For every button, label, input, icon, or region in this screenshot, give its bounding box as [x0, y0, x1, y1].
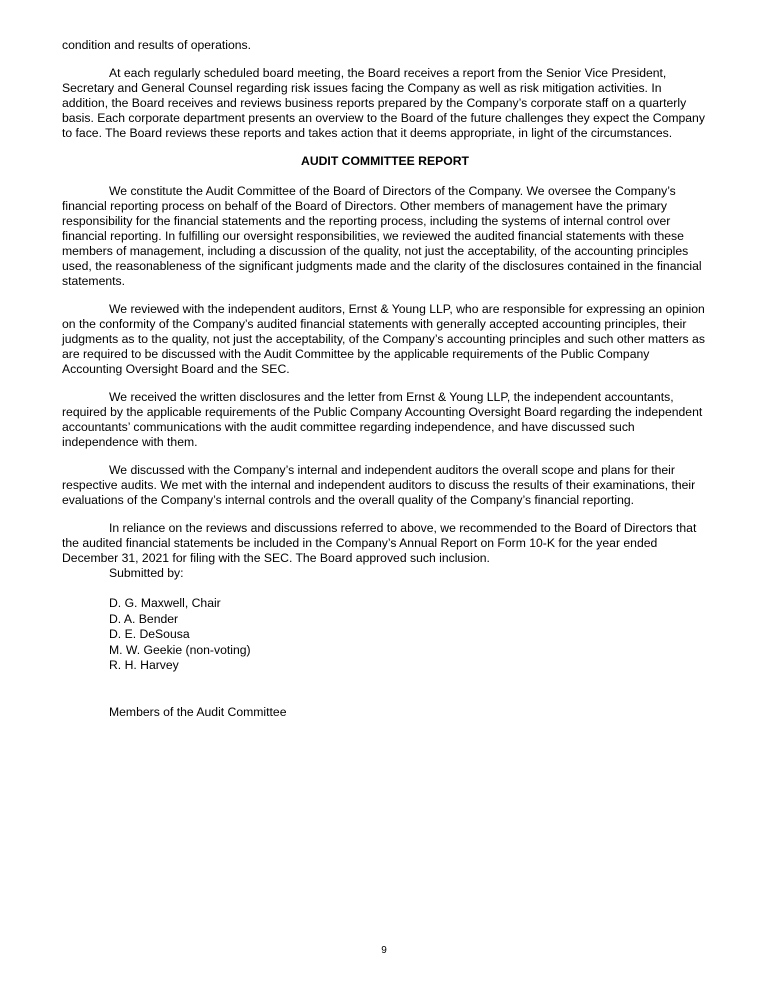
committee-member: R. H. Harvey [109, 658, 179, 672]
document-page [62, 38, 708, 720]
continuation-text: condition and results of operations. [62, 38, 252, 52]
audit-paragraph-4: We discussed with the Company’s internal and independent auditors the overall scope and plans for their respective audits. We met with the internal and independent auditors to discuss the results of their examinations, their evaluations of the Company’s internal controls and the overall quality of the Company’s financial reporting. [62, 463, 696, 507]
committee-member: D. A. Bender [109, 611, 179, 626]
audit-paragraph-5: In reliance on the reviews and discussions referred to above, we recommended to the Board of Directors that the audited financial statements be included in the Company’s Annual Report on Form 10-K for the year ended December 31, 2021 for filing with the SEC. The Board approved such inclusion. [62, 521, 697, 565]
section-heading: AUDIT COMMITTEE REPORT [301, 154, 469, 168]
committee-member: D. G. Maxwell, Chair [109, 596, 221, 610]
audit-paragraph-3: We received the written disclosures and the letter from Ernst & Young LLP, the independent accountants, required by the applicable requirements of the Public Company Accounting Oversight Board regarding the independent accountants’ communications with the audit committee regarding independence, and have discussed such independence with them. [62, 390, 703, 449]
submitted-by-label: Submitted by: [109, 566, 184, 580]
committee-member: M. W. Geekie (non-voting) [109, 642, 251, 657]
committee-members-list [62, 596, 708, 674]
board-report-paragraph: At each regularly scheduled board meeting, the Board receives a report from the Senior Vice President, Secretary and General Counsel regarding risk issues facing the Company as well as risk mitigation activities. In addition, the Board receives and reviews business reports prepared by the Company’s corporate staff on a quarterly basis. Each corporate department presents an overview to the Board of the future challenges they expect the Company to face. The Board reviews these reports and takes action that it deems appropriate, in light of the circumstances. [62, 66, 705, 140]
committee-member: D. E. DeSousa [109, 627, 190, 641]
audit-paragraph-1: We constitute the Audit Committee of the Board of Directors of the Company. We oversee the Company’s financial reporting process on behalf of the Board of Directors. Other members of management have the primary responsibility for the financial statements and the reporting process, including the systems of internal control over financial reporting. In fulfilling our oversight responsibilities, we reviewed the audited financial statements with these members of management, including a discussion of the quality, not just the acceptability, of the accounting principles used, the reasonableness of the significant judgments made and the clarity of the disclosures contained in the financial statements. [62, 184, 702, 288]
audit-paragraph-2: We reviewed with the independent auditors, Ernst & Young LLP, who are responsible for expressing an opinion on the conformity of the Company’s audited financial statements with generally accepted accounting principles, their judgments as to the quality, not just the acceptability, of the Company’s accounting principles and such other matters as are required to be discussed with the Audit Committee by the applicable requirements of the Public Company Accounting Oversight Board and the SEC. [62, 302, 705, 376]
committee-title: Members of the Audit Committee [109, 704, 287, 719]
page-number: 9 [381, 945, 387, 956]
